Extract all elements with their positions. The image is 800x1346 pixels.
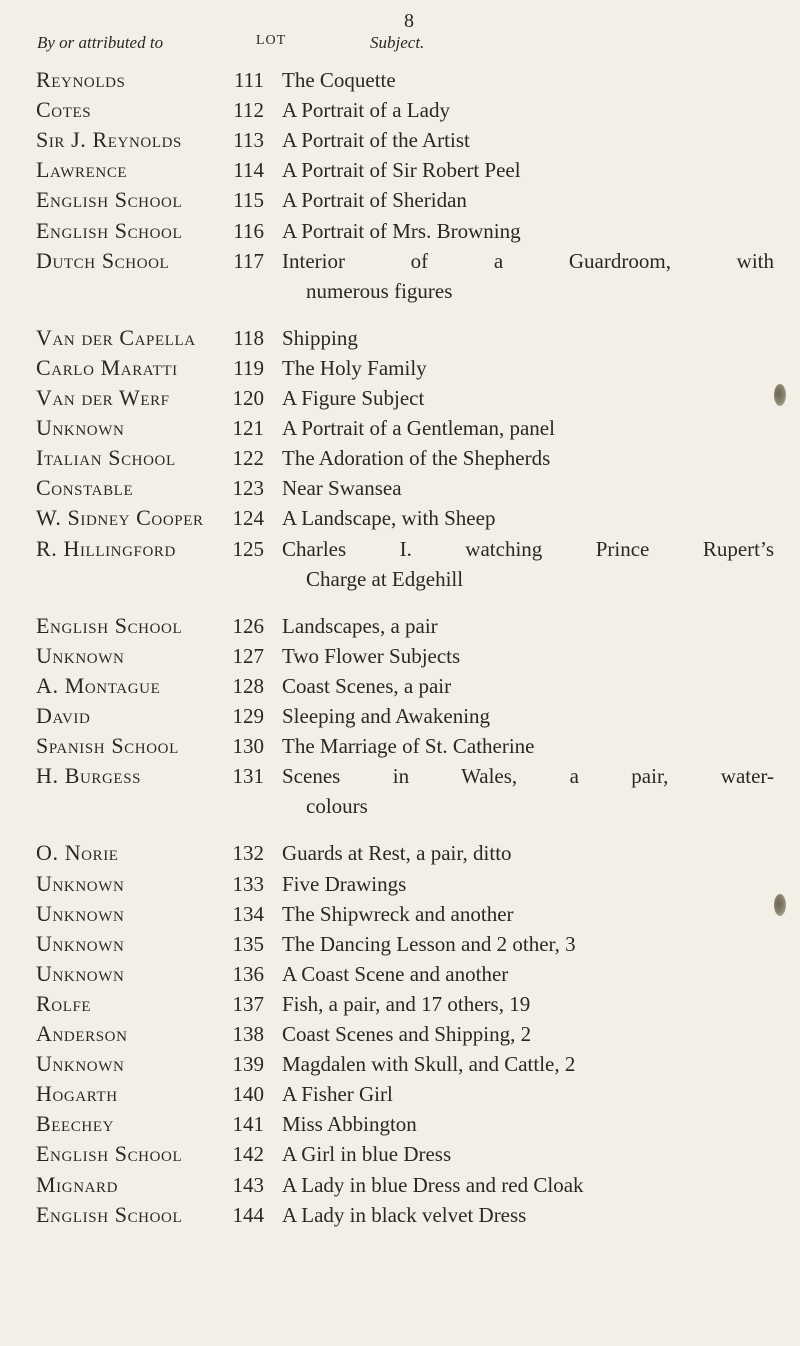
lot-number: 112: [233, 98, 264, 123]
subject-title: A Portrait of Sir Robert Peel: [282, 158, 521, 183]
subject-continuation: numerous figures: [306, 278, 453, 303]
lot-number: 140: [232, 1082, 264, 1107]
catalogue-entry: [0, 869, 800, 899]
catalogue-entry: [0, 246, 800, 276]
punch-hole-mark: [774, 384, 786, 406]
catalogue-entry: [0, 1049, 800, 1079]
lot-number: 129: [232, 704, 264, 728]
artist-name: W. Sidney Cooper: [36, 505, 204, 531]
catalogue-entry: [0, 353, 800, 383]
artist-name: Unknown: [36, 960, 125, 986]
artist-name: Unknown: [36, 900, 125, 926]
lot-number: 120: [232, 386, 264, 410]
artist-name: Unknown: [36, 930, 125, 956]
lot-number: 123: [232, 476, 264, 501]
catalogue-entry: [0, 216, 800, 246]
artist-name: Van der Werf: [36, 385, 170, 410]
artist-name: English School: [36, 1201, 183, 1227]
subject-title: A Figure Subject: [282, 386, 425, 410]
catalogue-entry: [0, 323, 800, 353]
lot-number: 125: [232, 536, 264, 561]
artist-name: English School: [36, 217, 183, 243]
artist-name: Sir J. Reynolds: [36, 127, 182, 153]
subject-column-header: Subject.: [370, 33, 425, 52]
lot-number: 113: [233, 128, 264, 153]
lot-number: 136: [232, 961, 264, 986]
artist-name: Unknown: [36, 642, 125, 668]
artist-name: English School: [36, 612, 183, 638]
subject-title: Five Drawings: [282, 871, 407, 896]
artist-name: Mignard: [36, 1171, 119, 1197]
subject-title: The Coquette: [282, 68, 396, 92]
catalogue-entry: [0, 413, 800, 443]
subject-title: Magdalen with Skull, and Cattle, 2: [282, 1052, 576, 1077]
artist-name: Unknown: [36, 870, 125, 896]
artist-name: Hogarth: [36, 1081, 118, 1107]
subject-title: The Adoration of the Shepherds: [282, 446, 551, 471]
subject-title: A Portrait of the Artist: [282, 128, 470, 153]
catalogue-entry: [0, 185, 800, 215]
subject-title: A Girl in blue Dress: [282, 1142, 452, 1167]
catalogue-entry: [0, 838, 800, 868]
subject-title: The Dancing Lesson and 2 other, 3: [282, 931, 576, 956]
catalogue-entry: [0, 383, 800, 413]
catalogue-entry: [0, 989, 800, 1019]
subject-title: Fish, a pair, and 17 others, 19: [282, 991, 531, 1016]
catalogue-entry: [0, 95, 800, 125]
subject-title: Shipping: [282, 325, 358, 350]
subject-title: A Portrait of Mrs. Browning: [282, 218, 521, 243]
subject-title: Interior of a Guardroom, with: [282, 248, 774, 273]
punch-hole-mark: [774, 894, 786, 916]
catalogue-entry: [0, 959, 800, 989]
artist-name: Anderson: [36, 1021, 128, 1046]
subject-title: A Portrait of a Gentleman, panel: [282, 416, 555, 441]
subject-title: A Coast Scene and another: [282, 961, 509, 986]
subject-title: A Fisher Girl: [282, 1082, 393, 1107]
lot-number: 133: [232, 871, 264, 896]
lot-number: 139: [232, 1052, 264, 1077]
lot-number: 130: [232, 734, 264, 759]
artist-name: Unknown: [36, 1051, 125, 1077]
lot-number: 143: [232, 1172, 264, 1197]
lot-number: 138: [232, 1022, 264, 1046]
subject-title: A Lady in black velvet Dress: [282, 1202, 527, 1227]
catalogue-entry: [0, 155, 800, 185]
lot-number: 132: [232, 841, 264, 866]
lot-number: 128: [232, 673, 264, 698]
subject-continuation: colours: [306, 794, 368, 819]
lot-column-header: LOT: [256, 33, 287, 48]
subject-title: Sleeping and Awakening: [282, 704, 491, 728]
catalogue-entry: [0, 443, 800, 473]
artist-name: H. Burgess: [36, 763, 142, 789]
subject-title: Charles I. watching Prince Rupert’s: [282, 536, 774, 561]
artist-name: Spanish School: [36, 733, 179, 759]
catalogue-entry: [0, 125, 800, 155]
artist-name: Dutch School: [36, 247, 170, 273]
artist-name: Lawrence: [36, 157, 128, 183]
catalogue-entry: [0, 701, 800, 731]
catalogue-entry: [0, 761, 800, 791]
artist-name: English School: [36, 1141, 183, 1167]
artist-name: Italian School: [36, 445, 176, 471]
catalogue-entry: [0, 1200, 800, 1230]
artist-name: Van der Capella: [36, 324, 196, 350]
lot-number: 116: [233, 218, 264, 243]
artist-name: A. Montague: [36, 672, 161, 698]
catalogue-entry: [0, 1109, 800, 1139]
catalogue-entry: [0, 641, 800, 671]
artist-name: Reynolds: [36, 67, 126, 92]
subject-title: The Holy Family: [282, 355, 427, 380]
catalogue-entry: [0, 65, 800, 95]
subject-title: Coast Scenes, a pair: [282, 673, 452, 698]
lot-number: 135: [232, 931, 264, 956]
catalogue-entry: [0, 534, 800, 564]
lot-number: 137: [232, 991, 264, 1016]
subject-title: Two Flower Subjects: [282, 643, 461, 668]
lot-number: 141: [232, 1112, 264, 1137]
subject-title: The Shipwreck and another: [282, 901, 514, 926]
lot-number: 121: [232, 416, 264, 441]
catalogue-entry: [0, 929, 800, 959]
subject-title: Miss Abbington: [282, 1112, 417, 1137]
artist-name: Cotes: [36, 97, 92, 123]
subject-title: A Lady in blue Dress and red Cloak: [282, 1172, 584, 1197]
lot-number: 115: [233, 188, 264, 213]
lot-number: 122: [232, 446, 264, 471]
lot-number: 142: [232, 1142, 264, 1167]
page-number: 8: [404, 10, 414, 32]
subject-title: A Portrait of a Lady: [282, 98, 450, 123]
catalogue-entry: [0, 671, 800, 701]
artist-name: English School: [36, 187, 183, 213]
lot-number: 131: [232, 764, 264, 789]
subject-title: Landscapes, a pair: [282, 613, 438, 638]
lot-number: 111: [234, 68, 264, 92]
catalogue-entry: [0, 1019, 800, 1049]
lot-number: 134: [232, 901, 264, 926]
catalogue-entry: [0, 611, 800, 641]
artist-name: Beechey: [36, 1111, 115, 1137]
artist-name: Unknown: [36, 415, 125, 441]
subject-title: A Portrait of Sheridan: [282, 188, 467, 213]
lot-number: 126: [232, 613, 264, 638]
subject-title: A Landscape, with Sheep: [282, 506, 496, 531]
lot-number: 144: [232, 1202, 264, 1227]
catalogue-entry: [0, 1170, 800, 1200]
lot-number: 117: [233, 248, 264, 273]
catalogue-entry: [0, 731, 800, 761]
subject-continuation: Charge at Edgehill: [306, 566, 464, 591]
subject-title: Near Swansea: [282, 476, 402, 501]
catalogue-entry: [0, 473, 800, 503]
lot-number: 124: [232, 506, 264, 531]
catalogue-entry: [0, 899, 800, 929]
artist-name: Carlo Maratti: [36, 354, 178, 380]
catalogue-entry: [0, 503, 800, 533]
artist-column-header: By or attributed to: [37, 33, 164, 52]
artist-name: Rolfe: [36, 990, 92, 1016]
subject-title: Coast Scenes and Shipping, 2: [282, 1022, 532, 1046]
catalogue-entry: [0, 1139, 800, 1169]
artist-name: David: [36, 703, 91, 728]
lot-number: 114: [233, 158, 264, 183]
subject-title: Guards at Rest, a pair, ditto: [282, 841, 512, 866]
artist-name: R. Hillingford: [36, 535, 176, 561]
subject-title: Scenes in Wales, a pair, water-: [282, 764, 774, 789]
catalogue-entry: [0, 1079, 800, 1109]
lot-number: 118: [233, 325, 264, 350]
lot-number: 127: [232, 643, 264, 668]
lot-number: 119: [233, 355, 264, 380]
artist-name: O. Norie: [36, 840, 119, 866]
artist-name: Constable: [36, 475, 134, 501]
subject-title: The Marriage of St. Catherine: [282, 734, 535, 759]
